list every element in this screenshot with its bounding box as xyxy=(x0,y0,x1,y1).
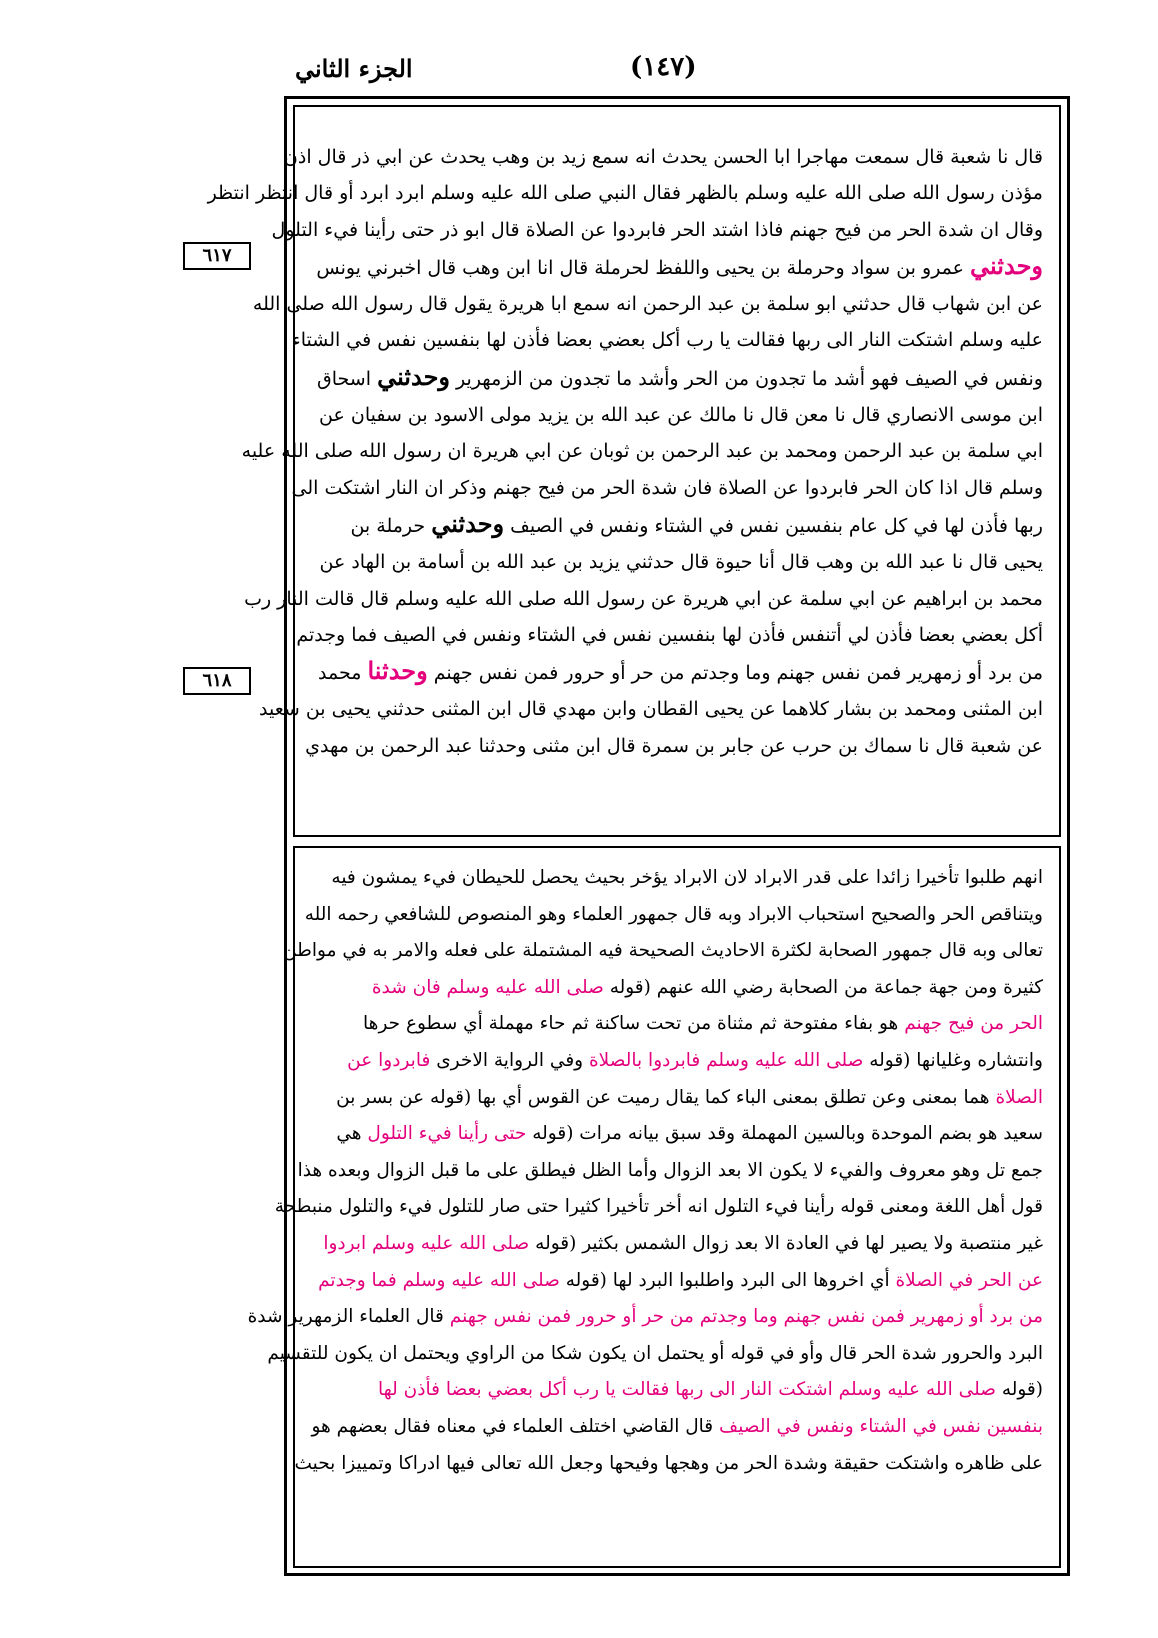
commentary-line: من برد أو زمهرير فمن نفس جهنم وما وجدتم من حر أو حرور فمن نفس جهنم قال العلماء الزمهرير شدة xyxy=(247,1306,1043,1328)
quoted-text: عن الحر في الصلاة xyxy=(895,1269,1043,1291)
commentary-line: (قوله صلى الله عليه وسلم اشتكت النار الى ربها فقالت يا رب أكل بعضي بعضا فأذن لها xyxy=(378,1379,1043,1401)
text-line: ربها فأذن لها في كل عام بنفسين نفس في الشتاء ونفس في الصيف وحدثني حرملة بن xyxy=(350,508,1043,538)
text-line: وحدثني عمرو بن سواد وحرملة بن يحيى واللفظ لحرملة قال انا ابن وهب قال اخبرني يونس xyxy=(316,250,1043,280)
commentary-line: بنفسين نفس في الشتاء ونفس في الصيف قال القاضي اختلف العلماء في معناه فقال بعضهم هو xyxy=(311,1415,1043,1437)
commentary-line: على ظاهره واشتكت حقيقة وشدة الحر من وهجها وفيحها وجعل الله تعالى فيها ادراكا وتمييزا بحيث xyxy=(294,1452,1043,1474)
text-line: من برد أو زمهرير فمن نفس جهنم وما وجدتم من حر أو حرور فمن نفس جهنم وحدثنا محمد xyxy=(318,656,1043,686)
quoted-text: صلى الله عليه وسلم فما وجدتم xyxy=(318,1269,560,1291)
hadith-number-618: ٦١٨ xyxy=(183,667,251,695)
quoted-text: بنفسين نفس في الشتاء ونفس في الصيف xyxy=(719,1415,1043,1437)
narration-keyword: وحدثنا xyxy=(367,656,428,686)
commentary-line: قول أهل اللغة ومعنى قوله رأينا فيء التلول انه أخر تأخيرا كثيرا حتى صار للتلول فيء والتلول منبطحة xyxy=(274,1196,1043,1218)
commentary-block xyxy=(247,846,1061,1568)
text-line: يحيى قال نا عبد الله بن وهب قال أنا حيوة قال حدثني يزيد بن عبد الله بن أسامة بن الهاد عن xyxy=(319,551,1043,574)
commentary-line: عن الحر في الصلاة أي اخروها الى البرد واطلبوا البرد لها (قوله صلى الله عليه وسلم فما وجدتم xyxy=(318,1269,1043,1291)
part-title: الجزء الثاني xyxy=(295,54,413,83)
quoted-text: صلى الله عليه وسلم اشتكت النار الى ربها فقالت يا رب أكل بعضي بعضا فأذن لها xyxy=(378,1379,996,1401)
commentary-line: الحر من فيح جهنم هو بفاء مفتوحة ثم مثناة من تحت ساكنة ثم حاء مهملة أي سطوع حرها xyxy=(363,1013,1043,1035)
text-line: وقال ان شدة الحر من فيح جهنم فاذا اشتد الحر فابردوا عن الصلاة قال ابو ذر حتى رأينا فيء التلول xyxy=(271,218,1043,241)
text-line: أكل بعضي بعضا فأذن لي أتنفس فأذن لها بنفسين نفس في الشتاء ونفس في الصيف فما وجدتم xyxy=(296,623,1043,646)
quoted-text: الحر من فيح جهنم xyxy=(904,1013,1043,1035)
quoted-text: فابردوا عن xyxy=(347,1049,431,1071)
quoted-text: الصلاة xyxy=(995,1086,1043,1108)
narration-keyword: وحدثني xyxy=(377,361,451,391)
text-line: ابي سلمة بن عبد الرحمن ومحمد بن عبد الرحمن بن ثوبان عن ابي هريرة ان رسول الله صلى الله عليه xyxy=(241,440,1043,463)
text-line: ابن المثنى ومحمد بن بشار كلاهما عن يحيى القطان وابن مهدي قال ابن المثنى حدثني يحيى بن سعيد xyxy=(259,698,1043,721)
text-line: ونفس في الصيف فهو أشد ما تجدون من الحر وأشد ما تجدون من الزمهرير وحدثني اسحاق xyxy=(317,361,1043,391)
narration-keyword: وحدثني xyxy=(431,508,505,538)
text-line: وسلم قال اذا كان الحر فابردوا عن الصلاة فان شدة الحر من فيح جهنم وذكر ان النار اشتكت الى xyxy=(291,476,1043,499)
commentary-line: غير منتصبة ولا يصير لها في العادة الا بعد زوال الشمس بكثير (قوله صلى الله عليه وسلم ابردوا xyxy=(323,1232,1043,1254)
page-header xyxy=(0,50,1158,90)
commentary-line: كثيرة ومن جهة جماعة من الصحابة رضي الله عنهم (قوله صلى الله عليه وسلم فان شدة xyxy=(371,976,1043,998)
text-line: عن شعبة قال نا سماك بن حرب عن جابر بن سمرة قال ابن مثنى وحدثنا عبد الرحمن بن مهدي xyxy=(305,734,1043,757)
commentary-line: سعيد هو بضم الموحدة وبالسين المهملة وقد سبق بيانه مرات (قوله حتى رأينا فيء التلول هي xyxy=(336,1123,1043,1145)
commentary-line: الصلاة هما بمعنى وعن تطلق بمعنى الباء كما يقال رميت عن القوس أي بها (قوله عن بسر بن xyxy=(336,1086,1043,1108)
quoted-text: صلى الله عليه وسلم ابردوا xyxy=(323,1232,530,1254)
commentary-line: ويتناقص الحر والصحيح استحباب الابراد وبه قال جمهور العلماء وهو المنصوص للشافعي رحمه الله xyxy=(304,903,1043,925)
commentary-line: انهم طلبوا تأخيرا زائدا على قدر الابراد لان الابراد يؤخر بحيث يحصل للحيطان فيء يمشون فيه xyxy=(331,867,1043,888)
text-line: محمد بن ابراهيم عن ابي سلمة عن ابي هريرة عن رسول الله صلى الله عليه وسلم قال قالت النار رب xyxy=(244,587,1043,610)
quoted-text: صلى الله عليه وسلم فابردوا بالصلاة xyxy=(588,1049,864,1071)
commentary-line: تعالى وبه قال جمهور الصحابة لكثرة الاحاديث الصحيحة فيه المشتملة على فعله والامر به في مواطن xyxy=(283,940,1043,962)
text-line: عليه وسلم اشتكت النار الى ربها فقالت يا رب أكل بعضي بعضا فأذن لها بنفسين نفس في الشتاء xyxy=(291,329,1043,352)
quoted-text: صلى الله عليه وسلم فان شدة xyxy=(371,976,604,998)
commentary-line: جمع تل وهو معروف والفيء لا يكون الا بعد الزوال وأما الظل فيطلق على ما قبل الزوال وبعده هذا xyxy=(297,1159,1043,1181)
text-line: عن ابن شهاب قال حدثني ابو سلمة بن عبد الرحمن انه سمع ابا هريرة يقول قال رسول الله صلى الله xyxy=(252,293,1043,316)
text-line: قال نا شعبة قال سمعت مهاجرا ابا الحسن يحدث انه سمع زيد بن وهب يحدث عن ابي ذر قال اذن xyxy=(283,146,1043,168)
narration-keyword: وحدثني xyxy=(970,250,1043,280)
quoted-text: حتى رأينا فيء التلول xyxy=(367,1123,527,1145)
commentary-line: البرد والحرور شدة الحر قال وأو في قوله أو يحتمل ان يكون شكا من الراوي ويحتمل ان يكون للتقسيم xyxy=(267,1342,1043,1364)
commentary-line: وانتشاره وغليانها (قوله صلى الله عليه وسلم فابردوا بالصلاة وفي الرواية الاخرى فابردوا عن xyxy=(347,1049,1043,1071)
text-line: ابن موسى الانصاري قال نا معن قال نا مالك عن عبد الله بن يزيد مولى الاسود بن سفيان عن xyxy=(319,404,1043,427)
hadith-number-617: ٦١٧ xyxy=(183,242,251,270)
quoted-text: من برد أو زمهرير فمن نفس جهنم وما وجدتم من حر أو حرور فمن نفس جهنم xyxy=(449,1306,1043,1328)
text-line: مؤذن رسول الله صلى الله عليه وسلم بالظهر فقال النبي صلى الله عليه وسلم ابرد ابرد أو قال انتظر انتظر xyxy=(207,182,1043,205)
page-number: (١٤٧) xyxy=(630,52,697,82)
